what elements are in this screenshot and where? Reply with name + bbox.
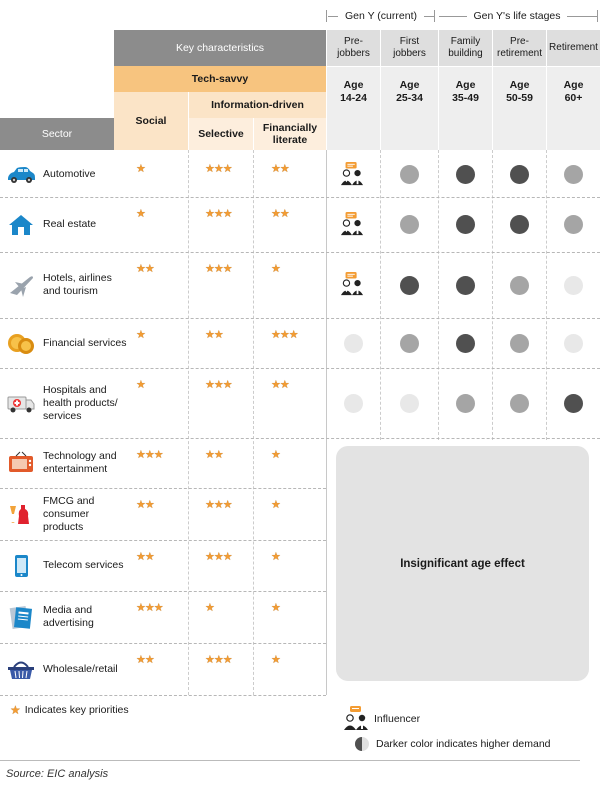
- star-icon: ★: [271, 654, 280, 666]
- demand-dot: [564, 165, 583, 184]
- life-stage-3: [439, 30, 492, 66]
- legend-demand-label: Darker color indicates higher demand: [376, 738, 551, 750]
- age-value: 60+: [564, 92, 583, 104]
- star-icon: ★: [222, 208, 232, 220]
- financially-literate-line2: literate: [272, 134, 308, 146]
- legend-influencer: [342, 706, 420, 732]
- tv-icon: [6, 451, 36, 475]
- star-icon: ★: [213, 263, 223, 275]
- star-icon: ★: [271, 263, 280, 275]
- life-stage-4: [493, 30, 546, 66]
- star-icon: ★: [271, 208, 280, 220]
- star-icon: ★: [205, 551, 214, 563]
- life-stage-label: Pre-: [344, 36, 363, 47]
- star-icon: ★: [271, 602, 280, 614]
- star-icon: ★: [205, 499, 214, 511]
- sector-name-line: Financial services: [43, 336, 127, 349]
- age-label: Age: [343, 79, 364, 91]
- gen-y-current-label: Gen Y (current): [338, 8, 424, 24]
- information-driven-header: Information-driven: [189, 92, 326, 118]
- age-label: Age: [563, 79, 584, 91]
- financial-stars: [271, 498, 280, 511]
- sector-name-line: Media and: [43, 604, 93, 616]
- sector-name-line: consumer: [43, 507, 90, 520]
- financial-stars: [271, 601, 280, 614]
- star-icon: ★: [153, 602, 163, 614]
- star-icon: ★: [222, 163, 232, 175]
- grid-line: [188, 150, 189, 695]
- demand-dot: [456, 276, 475, 295]
- tick-mark: [326, 10, 327, 22]
- row-separator: [0, 695, 326, 696]
- sector-name: [43, 218, 96, 231]
- airplane-icon: [6, 273, 36, 297]
- financial-stars: [271, 207, 289, 220]
- grid-line: [546, 150, 547, 440]
- sector-name: [43, 450, 117, 476]
- star-icon: ★: [222, 379, 232, 391]
- star-icon: ★: [271, 379, 280, 391]
- star-icon: ★: [144, 654, 154, 666]
- grid-line: [438, 150, 439, 440]
- life-stage-label: retirement: [496, 48, 542, 59]
- star-icon: ★: [144, 499, 154, 511]
- demand-dot: [456, 334, 475, 353]
- financial-stars: [271, 262, 280, 275]
- star-icon: ★: [222, 499, 232, 511]
- sector-name-line: Real estate: [43, 218, 97, 230]
- star-icon: ★: [144, 263, 154, 275]
- demand-dot: [400, 276, 419, 295]
- sector-name-line: and tourism: [43, 285, 98, 297]
- star-icon: ★: [222, 263, 232, 275]
- insignificant-age-effect-box: Insignificant age effect: [336, 446, 589, 681]
- tick-mark: [434, 10, 435, 22]
- sector-name-line: Technology and: [43, 450, 117, 462]
- star-icon: ★: [271, 551, 280, 563]
- star-icon: ★: [144, 602, 154, 614]
- selective-stars: [205, 601, 214, 614]
- financial-stars: [271, 653, 280, 666]
- social-stars: [136, 653, 154, 666]
- demand-dot: [564, 334, 583, 353]
- basket-icon: [6, 657, 36, 681]
- demand-dot: [344, 394, 363, 413]
- star-icon: ★: [144, 551, 154, 563]
- sector-name-line: services: [43, 409, 82, 422]
- row-separator: [0, 318, 600, 319]
- life-stage-label: Pre-: [510, 36, 529, 47]
- selective-stars: [205, 378, 232, 391]
- life-stage-1: [327, 30, 380, 66]
- sector-name-line: health products/: [43, 396, 118, 409]
- star-icon: ★: [136, 602, 145, 614]
- gen-y-life-stages-header: [437, 8, 600, 24]
- demand-dot: [400, 165, 419, 184]
- demand-dot: [510, 276, 529, 295]
- sector-name-line: Wholesale/retail: [43, 662, 118, 675]
- social-stars: [136, 448, 163, 461]
- life-stage-label: jobbers: [393, 48, 426, 59]
- row-separator: [0, 591, 326, 592]
- social-stars: [136, 162, 145, 175]
- demand-dot: [510, 215, 529, 234]
- sector-name-line: advertising: [43, 617, 94, 629]
- demand-dot: [564, 276, 583, 295]
- age-value: 35-49: [452, 92, 479, 104]
- age-value: 14-24: [340, 92, 367, 104]
- selective-stars: [205, 498, 232, 511]
- age-label: Age: [509, 79, 530, 91]
- row-separator: [0, 368, 600, 369]
- star-icon: ★: [205, 208, 214, 220]
- life-stage-2: [381, 30, 438, 66]
- sector-name-line: Telecom services: [43, 559, 124, 571]
- tick-mark: [597, 10, 598, 22]
- star-icon: ★: [136, 163, 145, 175]
- social-stars: [136, 378, 145, 391]
- star-icon: ★: [205, 654, 214, 666]
- ambulance-icon: [6, 391, 36, 415]
- star-icon: ★: [213, 551, 223, 563]
- selective-stars: [205, 262, 232, 275]
- grid-line: [326, 150, 327, 695]
- influencer-icon: [339, 212, 367, 238]
- row-separator: [0, 438, 600, 439]
- financial-stars: [271, 328, 298, 341]
- grid-line: [380, 150, 381, 440]
- influencer-icon: [339, 162, 367, 188]
- sector-name: [43, 337, 126, 350]
- star-icon: ★: [213, 208, 223, 220]
- sector-name: [43, 604, 94, 630]
- age-label: Age: [455, 79, 476, 91]
- coins-icon: [6, 331, 36, 355]
- social-stars: [136, 328, 145, 341]
- selective-header: Selective: [189, 118, 253, 150]
- sector-name: [43, 272, 112, 298]
- phone-icon: [6, 554, 36, 578]
- legend-influencer-label: Influencer: [374, 713, 421, 725]
- social-stars: [136, 262, 154, 275]
- star-icon: ★: [222, 654, 232, 666]
- fmcg-icon: [6, 502, 36, 526]
- star-icon: ★: [271, 449, 280, 461]
- financial-stars: [271, 448, 280, 461]
- star-icon: ★: [279, 208, 289, 220]
- demand-dot: [400, 394, 419, 413]
- sector-name: [43, 663, 118, 676]
- star-icon: ★: [136, 654, 145, 666]
- age-range-5: [547, 67, 600, 150]
- sector-name-line: Automotive: [43, 168, 96, 180]
- star-icon: ★: [205, 602, 214, 614]
- legend-demand: [354, 736, 551, 752]
- star-icon: ★: [213, 163, 223, 175]
- source-divider: [0, 760, 580, 761]
- demand-dot: [456, 394, 475, 413]
- selective-stars: [205, 448, 223, 461]
- tech-savvy-header: Tech-savvy: [114, 66, 326, 92]
- star-icon: ★: [136, 449, 145, 461]
- demand-dot: [510, 394, 529, 413]
- star-icon: ★: [205, 163, 214, 175]
- influencer-icon: [342, 706, 370, 732]
- age-range-1: [327, 67, 380, 150]
- media-icon: [6, 605, 36, 629]
- age-value: 50-59: [506, 92, 533, 104]
- demand-dot: [344, 334, 363, 353]
- star-icon: ★: [136, 263, 145, 275]
- financially-literate-header: [254, 118, 326, 150]
- source-note: Source: EIC analysis: [6, 768, 109, 780]
- sector-name-line: FMCG and: [43, 494, 95, 507]
- star-icon: ★: [271, 163, 280, 175]
- sector-name-line: products: [43, 520, 84, 533]
- sector-header: Sector: [0, 118, 114, 150]
- social-stars: [136, 207, 145, 220]
- sector-name-line: Hotels, airlines: [43, 272, 112, 284]
- star-icon: ★: [136, 379, 145, 391]
- life-stage-label: Family: [450, 36, 481, 47]
- row-separator: [0, 488, 326, 489]
- financially-literate-line1: Financially: [262, 122, 318, 134]
- house-icon: [6, 213, 36, 237]
- legend-key-priorities-label: Indicates key priorities: [24, 704, 129, 716]
- star-icon: ★: [213, 499, 223, 511]
- age-range-3: [439, 67, 492, 150]
- row-separator: [0, 643, 326, 644]
- star-icon: ★: [213, 449, 223, 461]
- star-icon: ★: [279, 163, 289, 175]
- sector-name: [43, 559, 124, 572]
- half-circle-icon: [354, 736, 370, 752]
- demand-dot: [510, 334, 529, 353]
- star-icon: ★: [279, 329, 289, 341]
- life-stage-label: First: [399, 36, 420, 47]
- star-icon: ★: [271, 499, 280, 511]
- row-separator: [0, 540, 326, 541]
- star-icon: ★: [144, 449, 154, 461]
- social-stars: [136, 498, 154, 511]
- age-range-2: [381, 67, 438, 150]
- star-icon: ★: [213, 329, 223, 341]
- star-icon: ★: [288, 329, 298, 341]
- selective-stars: [205, 550, 232, 563]
- age-label: Age: [399, 79, 420, 91]
- selective-stars: [205, 653, 232, 666]
- life-stage-label: building: [448, 48, 483, 59]
- star-icon: ★: [222, 551, 232, 563]
- demand-dot: [456, 165, 475, 184]
- selective-stars: [205, 162, 232, 175]
- financial-stars: [271, 378, 289, 391]
- star-icon: ★: [153, 449, 163, 461]
- demand-dot: [564, 215, 583, 234]
- selective-stars: [205, 207, 232, 220]
- gen-y-life-stages-label: Gen Y's life stages: [467, 8, 567, 24]
- sector-name: [43, 168, 96, 181]
- star-icon: ★: [136, 551, 145, 563]
- social-stars: [136, 601, 163, 614]
- life-stage-label: Retirement: [549, 42, 598, 53]
- sector-name: [43, 384, 118, 423]
- star-icon: ★: [205, 329, 214, 341]
- star-icon: ★: [205, 449, 214, 461]
- key-characteristics-header: Key characteristics: [114, 30, 326, 66]
- social-stars: [136, 550, 154, 563]
- demand-dot: [564, 394, 583, 413]
- star-icon: ★: [10, 703, 21, 717]
- demand-dot: [456, 215, 475, 234]
- star-icon: ★: [136, 208, 145, 220]
- sector-name-line: entertainment: [43, 463, 108, 475]
- car-icon: [6, 163, 36, 187]
- star-icon: ★: [205, 263, 214, 275]
- demand-dot: [510, 165, 529, 184]
- age-range-4: [493, 67, 546, 150]
- star-icon: ★: [213, 379, 223, 391]
- selective-stars: [205, 328, 223, 341]
- social-header: Social: [114, 92, 188, 150]
- star-icon: ★: [279, 379, 289, 391]
- gen-y-current-header: [326, 8, 436, 24]
- star-icon: ★: [136, 329, 145, 341]
- row-separator: [0, 252, 600, 253]
- star-icon: ★: [271, 329, 280, 341]
- demand-dot: [400, 215, 419, 234]
- grid-line: [492, 150, 493, 440]
- life-stage-label: jobbers: [337, 48, 370, 59]
- age-value: 25-34: [396, 92, 423, 104]
- financial-stars: [271, 550, 280, 563]
- star-icon: ★: [213, 654, 223, 666]
- legend-key-priorities: [10, 702, 129, 718]
- row-separator: [0, 197, 600, 198]
- sector-name-line: Hospitals and: [43, 383, 107, 396]
- star-icon: ★: [136, 499, 145, 511]
- demand-dot: [400, 334, 419, 353]
- grid-line: [253, 150, 254, 695]
- influencer-icon: [339, 272, 367, 298]
- sector-name: [43, 495, 94, 534]
- star-icon: ★: [205, 379, 214, 391]
- financial-stars: [271, 162, 289, 175]
- life-stage-5: [547, 30, 600, 66]
